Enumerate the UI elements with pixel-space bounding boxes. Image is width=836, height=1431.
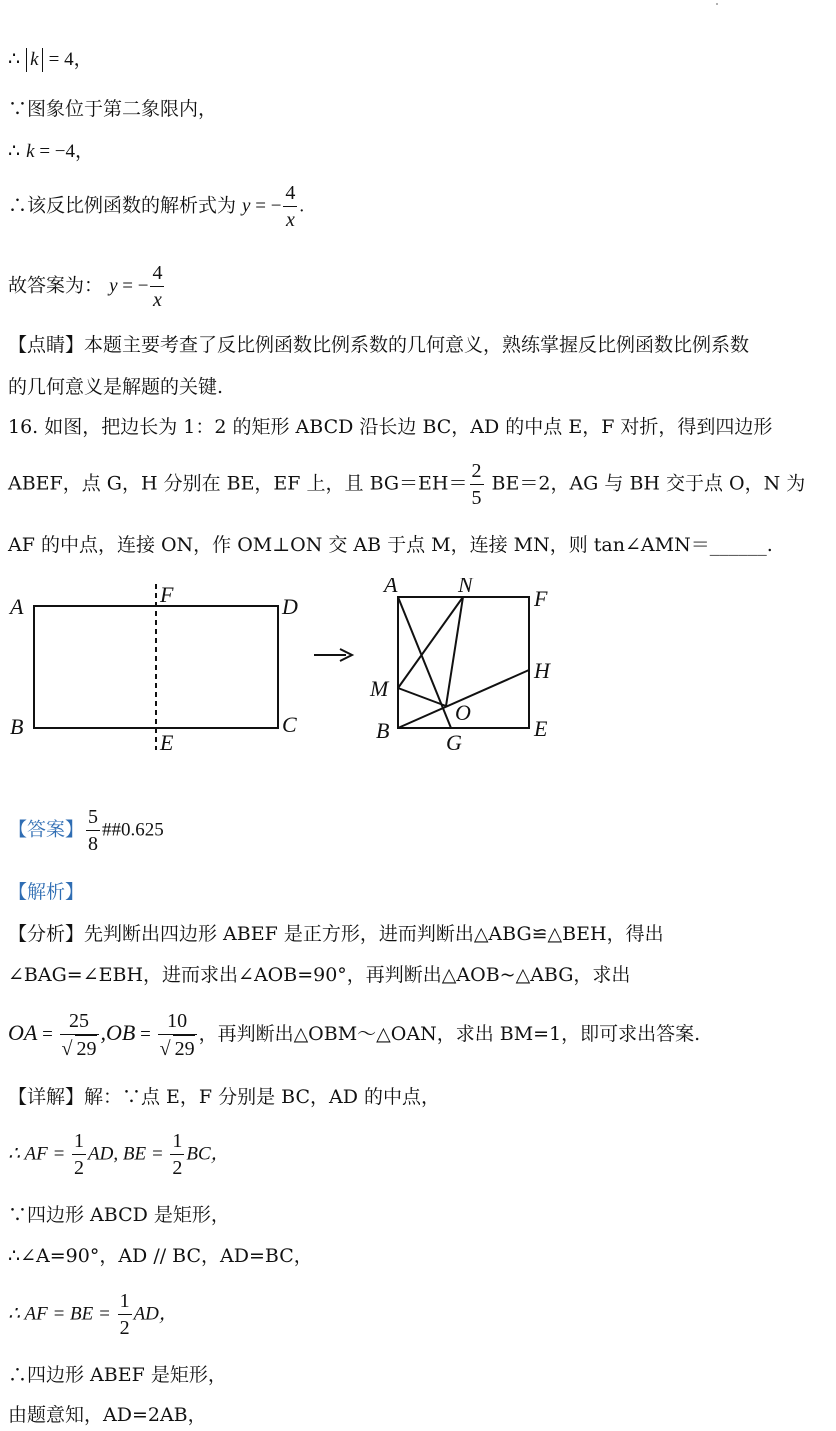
detail-line-4: ∴∠A=90°，AD // BC，AD=BC， xyxy=(8,1245,313,1267)
abs-k: k xyxy=(26,48,42,72)
label-f: F xyxy=(160,582,174,607)
line-answer-expression: 故答案为： y = − $\frac{4}{x}$ xyxy=(8,262,163,311)
geometry-figures xyxy=(0,578,836,758)
detail-line-6: ∴四边形 ABEF 是矩形， xyxy=(8,1364,227,1386)
question-16-line-1: 16. 如图，把边长为 1：2 的矩形 ABCD 沿长边 BC，AD 的中点 E，F 对折，得到四边形 xyxy=(8,416,773,438)
label-g: G xyxy=(446,730,462,755)
line-quadrant: ∵图象位于第二象限内， xyxy=(8,98,218,120)
detail-line-3: ∵四边形 ABCD 是矩形， xyxy=(8,1204,230,1226)
figure-rectangle-abcd xyxy=(8,582,298,755)
line-k-value: ∴ k = −4， xyxy=(8,140,95,162)
abs-k-value: = 4， xyxy=(48,49,93,70)
fraction-4-over-x: $\frac{4}{x}$ xyxy=(285,182,296,231)
analysis-line-1: 【分析】先判断出四边形 ABEF 是正方形，进而判断出△ABG≌△BEH，得出 xyxy=(8,923,664,945)
line-expression: ∴该反比例函数的解析式为 y = − $\frac{4}{x}$ . xyxy=(8,182,305,231)
label-d: D xyxy=(282,594,298,619)
detail-line-5: ∴ AF = BE = $\frac{1}{2}$ AD， xyxy=(8,1290,178,1339)
question-16-line-3: AF 的中点，连接 ON，作 OM⊥ON 交 AB 于点 M，连接 MN，则 tan∠AMN＝______. xyxy=(8,534,773,556)
label-n: N xyxy=(458,578,473,597)
fraction-half: $\frac{1}{2}$ xyxy=(119,1290,130,1339)
fraction-half: $\frac{1}{2}$ xyxy=(172,1130,183,1179)
answer-decimal: ##0.625 xyxy=(102,819,164,841)
label-b: B xyxy=(10,714,24,739)
answer-line xyxy=(8,804,164,857)
fraction-10-over-root29: $\frac{10}{√ 29}$ xyxy=(159,1010,195,1060)
label-a: A xyxy=(10,594,24,619)
label-c: C xyxy=(282,712,297,737)
answer-label: 【答案】 xyxy=(8,818,85,841)
label-o: O xyxy=(455,700,471,725)
detail-line-1: 【详解】解：∵点 E，F 分别是 BC，AD 的中点， xyxy=(8,1086,441,1108)
line-abs-k xyxy=(8,48,93,72)
figure-square-abef xyxy=(369,578,551,755)
analysis-line-3: OA = $\frac{25}{√ 29}$ ,OB = $\frac{10}{√ 29}$ ，再判断出△OBM～△OAN，求出 BM=1，即可求出答案. xyxy=(8,1010,701,1060)
answer-fraction: $\frac{5}{8}$ xyxy=(88,806,99,855)
detail-line-7: 由题意知，AD=2AB， xyxy=(8,1404,207,1426)
speck xyxy=(716,3,718,5)
therefore-symbol: ∴ xyxy=(8,48,21,70)
jiexi-label: 【解析】 xyxy=(8,881,85,903)
segment-mn xyxy=(398,597,463,688)
label-e: E xyxy=(534,716,548,741)
question-16-line-2: ABEF，点 G，H 分别在 BE，EF 上，且 BG＝EH＝ $\frac{2}{5}$ BE＝2，AG 与 BH 交于点 O，N 为 xyxy=(8,460,806,509)
label-f: F xyxy=(534,586,548,611)
analysis-line-2: ∠BAG=∠EBH，进而求出∠AOB=90°，再判断出△AOB~△ABG，求出 xyxy=(8,964,631,986)
label-b: B xyxy=(376,718,390,743)
segment-on xyxy=(446,597,463,706)
detail-line-2: ∴ AF = $\frac{1}{2}$ AD, BE = $\frac{1}{2}$ BC， xyxy=(8,1130,230,1179)
dianjing-line-2: 的几何意义是解题的关键. xyxy=(8,376,224,398)
fraction-half: $\frac{1}{2}$ xyxy=(74,1130,85,1179)
arrow xyxy=(314,649,352,661)
label-m: M xyxy=(370,676,389,701)
dianjing-line-1: 【点睛】本题主要考查了反比例函数比例系数的几何意义，熟练掌握反比例函数比例系数 xyxy=(8,334,750,356)
fraction-4-over-x: $\frac{4}{x}$ xyxy=(152,262,163,311)
label-h: H xyxy=(534,658,550,683)
label-a: A xyxy=(384,578,398,597)
label-e: E xyxy=(160,730,174,755)
fraction-2-over-5: $\frac{2}{5}$ xyxy=(471,460,482,509)
fraction-25-over-root29: $\frac{25}{√ 29}$ xyxy=(61,1010,97,1060)
